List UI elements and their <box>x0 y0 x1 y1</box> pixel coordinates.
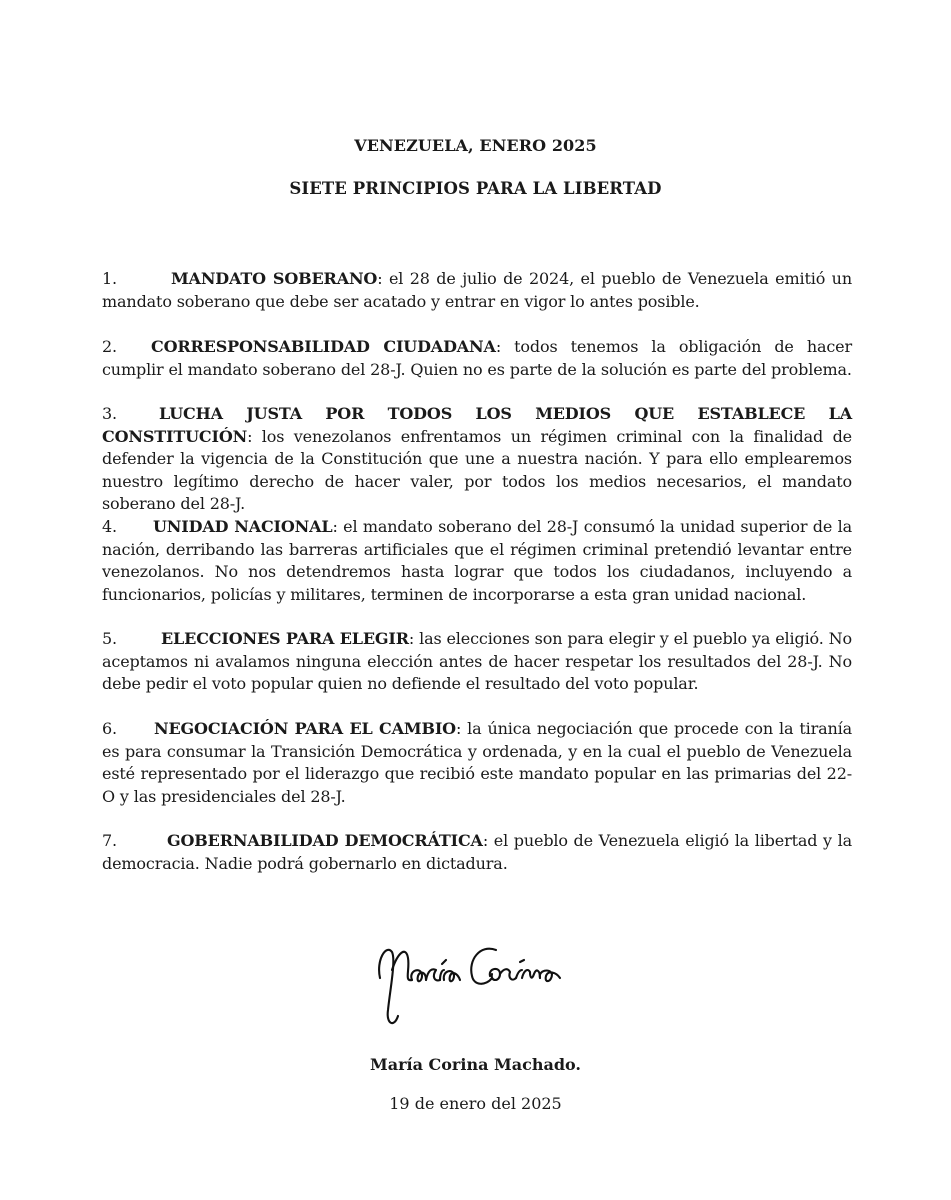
signature-drawing <box>368 930 583 1030</box>
document-title: SIETE PRINCIPIOS PARA LA LIBERTAD <box>289 179 662 198</box>
principle-7 <box>102 830 852 875</box>
principle-4 <box>102 516 852 606</box>
principle-title: ELECCIONES PARA ELEGIR <box>161 629 409 648</box>
principle-1 <box>102 268 852 313</box>
principle-number: 6. <box>102 719 117 738</box>
principle-number: 3. <box>102 404 117 423</box>
principle-title: GOBERNABILIDAD DEMOCRÁTICA <box>167 831 483 850</box>
principle-number: 2. <box>102 337 117 356</box>
principle-title: CORRESPONSABILIDAD CIUDADANA <box>151 337 496 356</box>
signature-date: 19 de enero del 2025 <box>389 1094 562 1113</box>
principle-title: NEGOCIACIÓN PARA EL CAMBIO <box>154 719 456 738</box>
principle-number: 7. <box>102 831 117 850</box>
principle-title: LUCHA JUSTA POR TODOS LOS MEDIOS QUE ESTABLECE LA CONSTITUCIÓN <box>102 404 852 446</box>
principle-2 <box>102 336 852 381</box>
principle-text: : el 28 de julio de 2024, el pueblo de Venezuela emitió un mandato soberano que debe ser acatado y entrar en vigor lo antes posible. <box>102 269 852 311</box>
principle-text: : los venezolanos enfrentamos un régimen criminal con la finalidad de defender la vigencia de la Constitución que une a nuestra nación. Y para ello emplearemos nuestro legítimo derecho de hacer valer, por todos los medios necesarios, el mandato soberano del 28-J. <box>102 426 852 514</box>
principle-title: UNIDAD NACIONAL <box>153 517 333 536</box>
principle-3 <box>102 403 852 516</box>
signatory-name: María Corina Machado. <box>370 1055 581 1074</box>
principle-text: : todos tenemos la obligación de hacer cumplir el mandato soberano del 28-J. Quien no es parte de la solución es parte del problema. <box>102 337 852 379</box>
handwritten-signature <box>368 930 583 1030</box>
principle-text: : las elecciones son para elegir y el pueblo ya eligió. No aceptamos ni avalamos ninguna elección antes de hacer respetar los resultados del 28-J. No debe pedir el voto popular quien no defiende el resultado del voto popular. <box>102 629 852 694</box>
principle-number: 1. <box>102 269 117 288</box>
principle-5 <box>102 628 852 696</box>
location-date-heading: VENEZUELA, ENERO 2025 <box>354 136 597 155</box>
principle-6 <box>102 718 852 808</box>
principle-title: MANDATO SOBERANO <box>171 269 378 288</box>
principle-number: 5. <box>102 629 117 648</box>
principle-text: : el pueblo de Venezuela eligió la libertad y la democracia. Nadie podrá gobernarlo en dictadura. <box>102 831 852 873</box>
principle-text: : el mandato soberano del 28-J consumó la unidad superior de la nación, derribando las barreras artificiales que el régimen criminal pretendió levantar entre venezolanos. No nos detendremos hasta lograr que todos los ciudadanos, incluyendo a funcionarios, policías y militares, terminen de incorporarse a esta gran unidad nacional. <box>102 517 852 604</box>
principle-text: : la única negociación que procede con la tiranía es para consumar la Transición Democrática y ordenada, y en la cual el pueblo de Venezuela esté representado por el liderazgo que recibió este mandato popular en las primarias del 22-O y las presidenciales del 28-J. <box>102 719 852 806</box>
principle-number: 4. <box>102 517 117 536</box>
